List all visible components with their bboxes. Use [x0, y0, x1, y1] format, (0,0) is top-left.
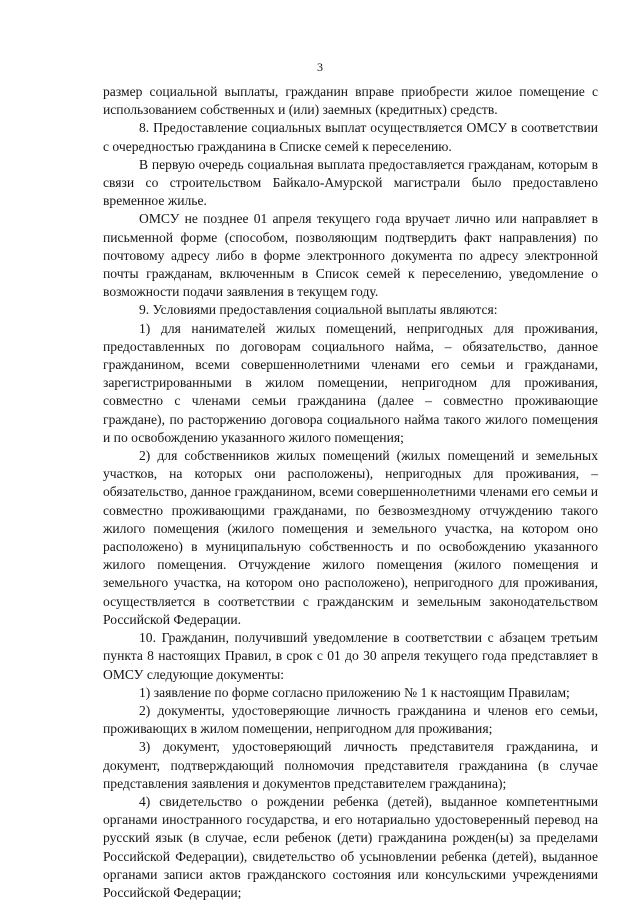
paragraph-item-9-2: 2) для собственников жилых помещений (жилых помещений и земельных участков, на которых они расположены), непригодных для проживания, – обязательство, данное гражданином, всеми совершеннолетними членами его семьи и совместно проживающими гражданами, по безвозмездному отчуждению такого жилого помещения (жилого помещения и земельного участка, на котором оно расположено) в муниципальную собственность и по освобождению указанного жилого помещения. Отчуждение жилого помещения (жилого помещения и земельного участка, на котором оно расположено), непригодного для проживания, осуществляется в соответствии с гражданским и земельным законодательством Российской Федерации. — [103, 448, 598, 627]
paragraph-continuation: размер социальной выплаты, гражданин вправе приобрести жилое помещение с использованием собственных и (или) заемных (кредитных) средств. — [103, 84, 598, 118]
paragraph-item-9-1: 1) для нанимателей жилых помещений, непригодных для проживания, предоставленных по договорам социального найма, – обязательство, данное гражданином, всеми совершеннолетними членами его семьи и гражданами, зарегистрированными в жилом помещении, непригодном для проживания, совместно с членами семьи гражданина (далее – совместно проживающие граждане), по расторжению договора социального найма такого жилого помещения и по освобождению указанного жилого помещения; — [103, 320, 598, 445]
page-number: 3 — [317, 60, 323, 74]
paragraph-priority: В первую очередь социальная выплата предоставляется гражданам, которым в связи со строительством Байкало-Амурской магистрали было предоставлено временное жилье. — [103, 156, 598, 209]
paragraph-item-10-3: 3) документ, удостоверяющий личность представителя гражданина, и документ, подтверждающий полномочия представителя гражданина (в случае представления заявления и документов представителем гражданина); — [103, 739, 598, 791]
paragraph-notification: ОМСУ не позднее 01 апреля текущего года вручает лично или направляет в письменной форме (способом, позволяющим подтвердить факт направления) по почтовому адресу либо в форме электронного документа по адресу электронной почты гражданам, включенным в Список семей к переселению, уведомление о возможности подачи заявления в текущем году. — [103, 211, 598, 300]
paragraph-item-10-1: 1) заявление по форме согласно приложению № 1 к настоящим Правилам; — [139, 684, 570, 700]
paragraph-item-9: 9. Условиями предоставления социальной выплаты являются: — [139, 302, 498, 318]
paragraph-item-10-4: 4) свидетельство о рождении ребенка (детей), выданное компетентными органами иностранного государства, и его нотариально удостоверенный перевод на русский язык (в случае, если ребенок (дети) гражданина рожден(ы) за пределами Российской Федерации), свидетельство об усыновлении ребенка (детей), выданное органами записи актов гражданского состояния или консульскими учреждениями Российской Федерации; — [103, 793, 598, 900]
paragraph-item-10: 10. Гражданин, получивший уведомление в соответствии с абзацем третьим пункта 8 настоящих Правил, в срок с 01 до 30 апреля текущего года представляет в ОМСУ следующие документы: — [103, 630, 598, 682]
paragraph-item-8: 8. Предоставление социальных выплат осуществляется ОМСУ в соответствии с очередностью гражданина в Списке семей к переселению. — [103, 120, 598, 154]
paragraph-item-10-2: 2) документы, удостоверяющие личность гражданина и членов его семьи, проживающих в жилом помещении, непригодном для проживания; — [103, 702, 598, 737]
document-body — [103, 83, 598, 902]
